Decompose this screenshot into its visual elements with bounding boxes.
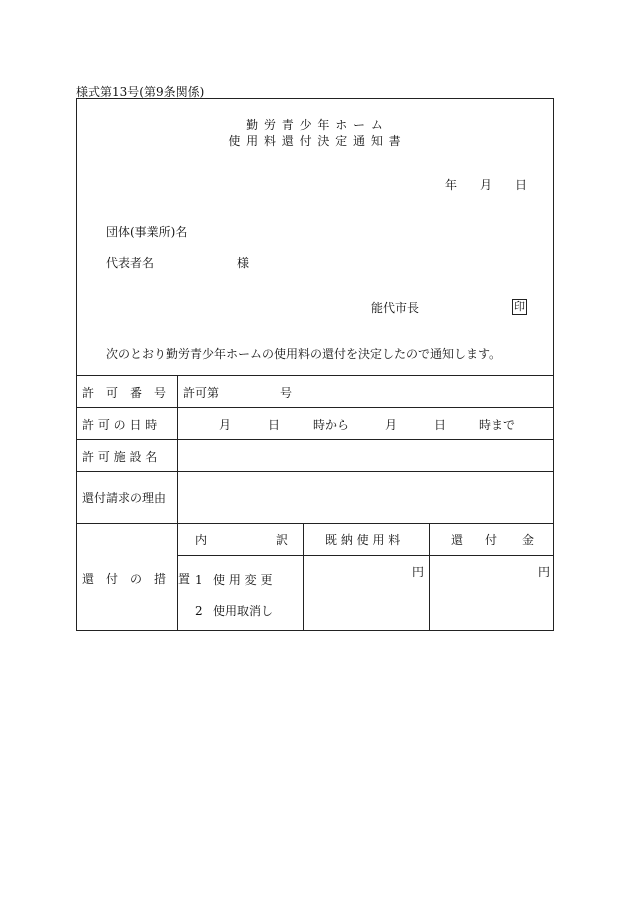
facility-label: 許 可 施 設 名	[82, 450, 158, 464]
from-month: 月	[219, 418, 232, 432]
from-time: 時から	[313, 418, 350, 432]
reason-label: 還付請求の理由	[82, 491, 167, 505]
row-divider	[76, 523, 554, 524]
col-paid-head: 既 納 使 用 料	[325, 533, 401, 547]
col-refund-head-1: 還	[451, 533, 464, 547]
column-divider	[303, 523, 304, 631]
option-2-number: 2	[195, 604, 203, 618]
to-time: 時まで	[479, 418, 516, 432]
row-divider	[76, 407, 554, 408]
column-divider	[429, 523, 430, 631]
col-refund-head-2: 付	[485, 533, 498, 547]
to-month: 月	[385, 418, 398, 432]
row-divider	[76, 439, 554, 440]
yen-unit-paid: 円	[412, 565, 425, 579]
date-year: 年	[445, 178, 458, 192]
option-1-number: 1	[195, 573, 203, 587]
permit-number-suffix: 号	[280, 386, 293, 400]
permit-number-label: 許 可 番 号	[82, 386, 167, 400]
label-column-divider	[177, 375, 178, 631]
permit-datetime-label: 許 可 の 日 時	[82, 418, 158, 432]
form-number: 様式第13号(第9条関係)	[76, 85, 205, 99]
issuer-title: 能代市長	[371, 301, 420, 315]
notice-text: 次のとおり勤労青少年ホームの使用料の還付を決定したので通知します。	[106, 347, 502, 361]
title-line-1: 勤 労 青 少 年 ホ ー ム	[246, 118, 384, 132]
yen-unit-refund: 円	[538, 565, 551, 579]
to-day: 日	[434, 418, 447, 432]
representative-label: 代表者名	[106, 256, 155, 270]
measures-label: 還 付 の 措 置	[82, 572, 191, 586]
subheader-divider	[177, 555, 554, 556]
from-day: 日	[268, 418, 281, 432]
date-day: 日	[515, 178, 528, 192]
title-line-2: 使 用 料 還 付 決 定 通 知 書	[228, 134, 402, 148]
option-2-text: 使用取消し	[213, 604, 274, 618]
group-name-label: 団体(事業所)名	[106, 225, 188, 239]
permit-number-prefix: 許可第	[183, 386, 220, 400]
row-divider	[76, 471, 554, 472]
col-detail-head-1: 内	[195, 533, 208, 547]
col-refund-head-3: 金	[522, 533, 535, 547]
honorific: 様	[237, 256, 250, 270]
table-top-border	[76, 375, 554, 376]
seal-mark: 印	[514, 300, 525, 313]
option-1-text: 使 用 変 更	[213, 573, 273, 587]
date-month: 月	[480, 178, 493, 192]
col-detail-head-2: 訳	[276, 533, 289, 547]
